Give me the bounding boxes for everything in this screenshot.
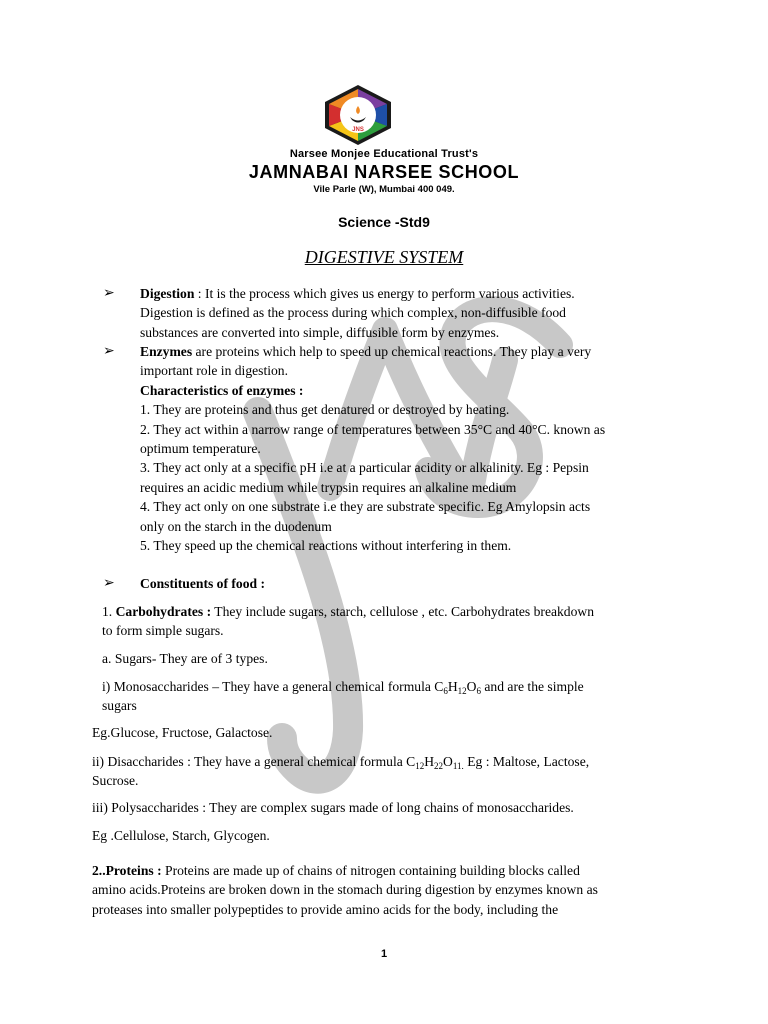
text: 2..: [92, 863, 106, 878]
characteristic-item: 4. They act only on one substrate i.e they are substrate specific. Eg Amylopsin acts: [140, 499, 591, 515]
carbohydrates-term: Carbohydrates :: [115, 604, 212, 619]
digestion-term: Digestion: [140, 286, 195, 301]
school-address: Vile Parle (W), Mumbai 400 049.: [313, 184, 455, 195]
text: O: [443, 754, 453, 769]
carbohydrates-paragraph: [102, 602, 594, 641]
text: only on the starch in the duodenum: [140, 518, 332, 534]
page-title: DIGESTIVE SYSTEM: [304, 247, 464, 267]
text: important role in digestion.: [140, 363, 288, 379]
subscript: 6: [476, 686, 481, 696]
text: O: [466, 679, 477, 694]
text: are proteins which help to speed up chemical reactions. They play a very: [192, 344, 592, 359]
text: : It is the process which gives us energy to perform various activities.: [194, 286, 575, 301]
text: optimum temperature.: [140, 441, 261, 457]
text: substances are converted into simple, diffusible form by enzymes.: [140, 324, 500, 340]
characteristics-heading: Characteristics of enzymes :: [140, 382, 304, 398]
page-number: 1: [380, 948, 388, 960]
text: to form simple sugars.: [102, 623, 224, 639]
text: and are the simple: [481, 679, 584, 694]
text: Sucrose.: [92, 773, 139, 789]
characteristic-item: 3. They act only at a specific pH i.e at a particular acidity or alkalinity. Eg : Pepsin: [140, 460, 589, 476]
subject-label: Science -Std9: [338, 214, 430, 230]
bullet-arrow-icon: ➢: [103, 576, 115, 591]
text: Eg : Maltose, Lactose,: [463, 754, 590, 769]
subscript: 12: [457, 686, 467, 696]
text: Digestion is defined as the process during which complex, non-diffusible food: [140, 305, 566, 321]
subscript: 6: [443, 686, 448, 696]
trust-name: Narsee Monjee Educational Trust's: [289, 148, 479, 160]
subscript: 11.: [452, 761, 464, 771]
constituents-heading: Constituents of food :: [140, 576, 265, 591]
logo-text: JNS: [352, 127, 364, 133]
enzymes-paragraph: [140, 342, 605, 555]
polysaccharides-example: Eg .Cellulose, Starch, Glycogen.: [92, 828, 270, 843]
monosaccharides-example: Eg.Glucose, Fructose, Galactose.: [92, 725, 273, 740]
enzymes-term: Enzymes: [140, 344, 193, 359]
subscript: 12: [415, 761, 425, 771]
sugars-line: a. Sugars- They are of 3 types.: [102, 651, 268, 666]
text: H: [424, 754, 435, 769]
text: i) Monosaccharides – They have a general chemical formula C: [102, 679, 444, 694]
text: Proteins are made up of chains of nitrogen containing building blocks called: [161, 863, 580, 878]
bullet-arrow-icon: ➢: [103, 344, 115, 359]
monosaccharides-paragraph: [102, 677, 584, 716]
polysaccharides-line: iii) Polysaccharides : They are complex sugars made of long chains of monosaccharides.: [92, 800, 574, 815]
characteristic-item: 1. They are proteins and thus get denatured or destroyed by heating.: [140, 402, 510, 418]
proteins-term: Proteins :: [105, 863, 162, 878]
text: H: [447, 679, 458, 694]
characteristic-item: 2. They act within a narrow range of temperatures between 35°C and 40°C. known as: [140, 421, 606, 437]
proteins-paragraph: [92, 861, 598, 919]
text: requires an acidic medium while trypsin requires an alkaline medium: [140, 479, 517, 495]
text: They include sugars, starch, cellulose , etc. Carbohydrates breakdown: [211, 604, 595, 619]
text: ii) Disaccharides : They have a general chemical formula C: [92, 754, 416, 769]
text: proteases into smaller polypeptides to provide amino acids for the body, including the: [92, 901, 559, 917]
characteristic-item: 5. They speed up the chemical reactions without interfering in them.: [140, 538, 512, 554]
text: 1.: [102, 604, 116, 619]
school-logo: [323, 84, 393, 146]
bullet-arrow-icon: ➢: [103, 286, 115, 301]
disaccharides-paragraph: [92, 752, 589, 791]
school-name: JAMNABAI NARSEE SCHOOL: [248, 162, 520, 182]
text: amino acids.Proteins are broken down in the stomach during digestion by enzymes known as: [92, 882, 598, 898]
subscript: 22: [434, 761, 444, 771]
text: sugars: [102, 698, 137, 714]
digestion-paragraph: [140, 284, 575, 342]
